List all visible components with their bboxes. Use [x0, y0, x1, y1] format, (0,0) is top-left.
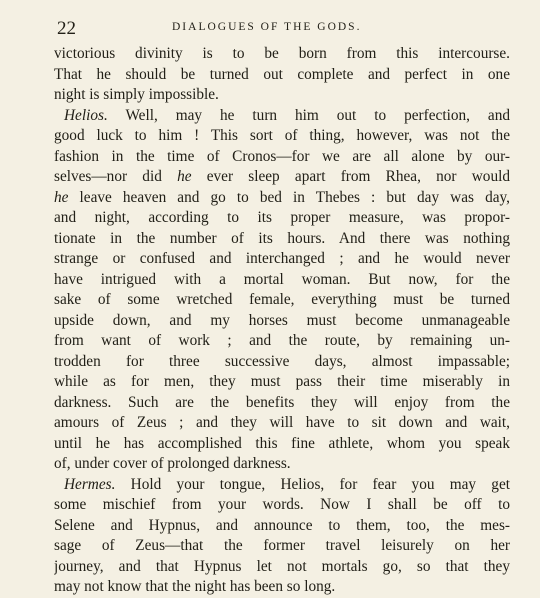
text-line: [54, 270, 510, 291]
text-segment: of, under cover of prolonged darkness.: [54, 455, 291, 472]
text-line: [54, 372, 510, 393]
text-segment: leave heaven and go to bed in Thebes : but day was day,: [68, 188, 510, 206]
text-segment: strange or confused and interchanged ; and he would never: [54, 250, 510, 267]
text-line: [54, 352, 510, 373]
text-line: [54, 536, 510, 557]
text-line: [54, 167, 510, 188]
text-segment: while as for men, they must pass their time miserably in: [54, 373, 510, 390]
text-line: [54, 434, 510, 455]
text-segment: Well, may he turn him out to perfection, and: [107, 106, 510, 124]
text-line: [54, 106, 510, 127]
text-line: [54, 85, 510, 106]
running-title: DIALOGUES OF THE GODS.: [172, 21, 362, 33]
text-line: [54, 147, 510, 168]
text-segment: Hold your tongue, Helios, for fear you may get: [115, 475, 510, 493]
text-segment: good luck to him ! This sort of thing, however, was not the: [54, 127, 510, 144]
text-segment: ever sleep apart from Rhea, nor would: [191, 168, 510, 185]
text-segment: tionate in the number of its hours. And there was nothing: [54, 229, 510, 247]
text-line: [54, 188, 510, 209]
text-line: [54, 290, 510, 311]
text-line: [54, 229, 510, 250]
emphasis: he: [177, 168, 192, 185]
text-line: [54, 495, 510, 516]
emphasis: he: [54, 188, 69, 206]
text-segment: Selene and Hypnus, and announce to them, too, the mes-: [54, 516, 510, 534]
text-segment: darkness. Such are the benefits they will enjoy from the: [54, 393, 510, 411]
text-segment: trodden for three successive days, almost impassable;: [54, 352, 510, 370]
text-line: [54, 331, 510, 352]
text-segment: fashion in the time of Cronos—for we are all alone by our-: [54, 147, 510, 165]
speaker-name: Helios.: [64, 106, 108, 124]
text-segment: journey, and that Hypnus let not mortals go, so that they: [54, 557, 510, 575]
text-line: [54, 413, 510, 434]
running-head: [54, 14, 510, 44]
text-segment: from want of work ; and the route, by remaining un-: [54, 332, 510, 349]
text-segment: may not know that the night has been so long.: [54, 578, 336, 595]
text-body: [54, 44, 510, 598]
text-line: [54, 126, 510, 147]
text-line: [54, 65, 510, 86]
text-segment: night is simply impossible.: [54, 86, 219, 103]
text-line: [54, 393, 510, 414]
speaker-name: Hermes.: [64, 475, 116, 493]
text-segment: some mischief from your words. Now I shall be off to: [54, 496, 510, 513]
text-segment: until he has accomplished this fine athlete, whom you speak: [54, 434, 510, 452]
text-line: [54, 249, 510, 270]
text-segment: sake of some wretched female, everything must be turned: [54, 291, 510, 308]
text-line: [54, 577, 510, 598]
text-line: [54, 44, 510, 65]
text-line: [54, 516, 510, 537]
text-segment: have intrigued with a mortal woman. But now, for the: [54, 270, 510, 288]
text-line: [54, 311, 510, 332]
text-segment: victorious divinity is to be born from this intercourse.: [54, 45, 510, 62]
text-segment: sage of Zeus—that the former travel leisurely on her: [54, 537, 510, 554]
text-line: [54, 208, 510, 229]
text-segment: upside down, and my horses must become unmanageable: [54, 311, 510, 329]
text-segment: selves—nor did: [54, 168, 178, 185]
text-segment: amours of Zeus ; and they will have to sit down and wait,: [54, 414, 510, 431]
text-line: [54, 475, 510, 496]
text-segment: That he should be turned out complete and perfect in one: [54, 65, 510, 83]
page-number: 22: [57, 18, 76, 39]
text-line: [54, 454, 510, 475]
text-segment: and night, according to its proper measure, was propor-: [54, 209, 510, 226]
